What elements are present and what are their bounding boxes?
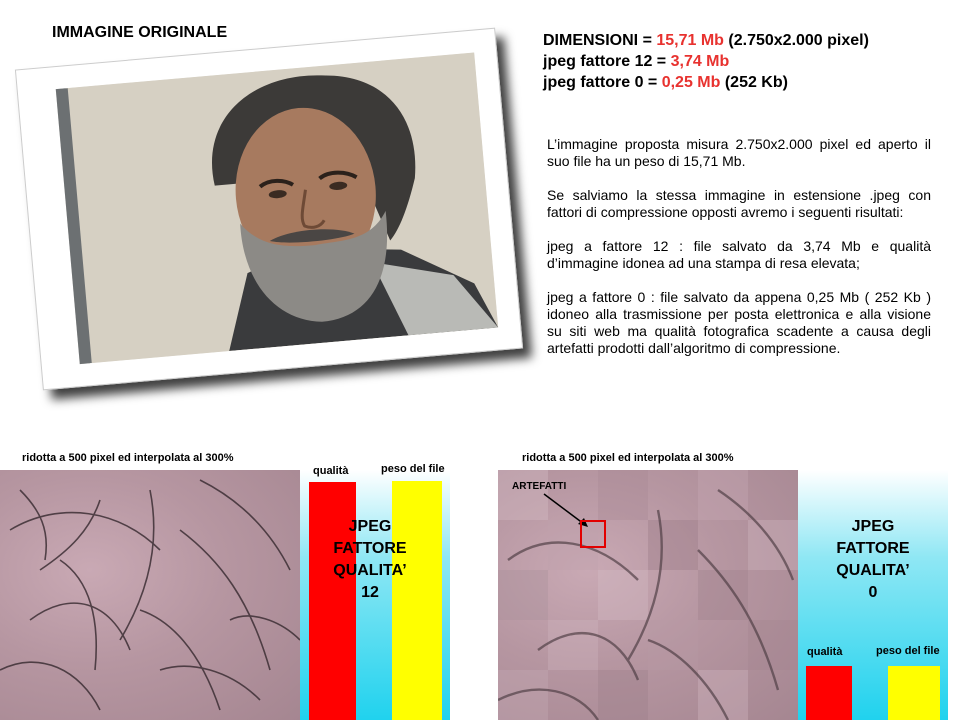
description-paragraph-4: jpeg a fattore 0 : file salvato da appena 0,25 Mb ( 252 Kb ) idoneo alla trasmissione per posta elettronica e alla visione su siti web ma qualità fotografica scadente a causa degli artefatti prodotti dall’algoritmo di compressione. [547,289,931,356]
dimensions-label: DIMENSIONI = [543,32,657,49]
quality-label-factor-12: qualità [313,465,349,477]
jpeg12-value: 3,74 Mb [670,53,730,70]
portrait-photo [56,53,498,365]
jpeg-line: QUALITA’ [333,562,407,579]
dimensions-extra: (2.750x2.000 pixel) [723,32,869,49]
jpeg0-extra: (252 Kb) [720,74,788,91]
dimensions-value: 15,71 Mb [656,32,724,49]
jpeg-factor-0-label [798,516,948,604]
jpeg-line: FATTORE [836,540,910,557]
jpeg-line: QUALITA’ [836,562,910,579]
jpeg-line: JPEG [348,518,392,535]
description-paragraph-2: Se salviamo la stessa immagine in estensione .jpeg con fattori di compressione opposti avremo i seguenti risultati: [547,187,931,220]
original-image-title: IMMAGINE ORIGINALE [52,24,228,41]
artefatti-label: ARTEFATTI [512,481,567,492]
jpeg-line: FATTORE [333,540,407,557]
artefatti-highlight-box [580,520,606,548]
quality-bar-factor-0 [806,666,852,720]
dimensions-line-original [543,30,869,51]
description-text [547,136,931,374]
zoom-high-quality [0,470,300,720]
jpeg-line: 0 [868,584,878,601]
original-photo-frame [15,28,523,391]
weight-label-factor-0: peso del file [876,645,940,657]
jpeg-line: 12 [361,584,379,601]
jpeg0-label: jpeg fattore 0 = [543,74,662,91]
left-zoom-caption: ridotta a 500 pixel ed interpolata al 300% [22,452,234,464]
hair-texture-smooth [0,470,300,720]
right-zoom-caption: ridotta a 500 pixel ed interpolata al 300% [522,452,734,464]
dimensions-line-jpeg0 [543,72,869,93]
jpeg-line: JPEG [851,518,895,535]
description-paragraph-3: jpeg a fattore 12 : file salvato da 3,74 Mb e qualità d’immagine idonea ad una stampa di resa elevata; [547,238,931,271]
portrait-illustration [56,53,498,365]
quality-label-factor-0: qualità [807,646,843,658]
dimensions-line-jpeg12 [543,51,869,72]
jpeg-factor-12-label [310,516,430,604]
weight-label-factor-12: peso del file [381,463,445,475]
jpeg12-label: jpeg fattore 12 = [543,53,671,70]
dimensions-summary [543,30,869,93]
description-paragraph-1: L’immagine proposta misura 2.750x2.000 pixel ed aperto il suo file ha un peso di 15,71 Mb. [547,136,931,169]
weight-bar-factor-0 [888,666,940,720]
jpeg0-value: 0,25 Mb [661,74,721,91]
